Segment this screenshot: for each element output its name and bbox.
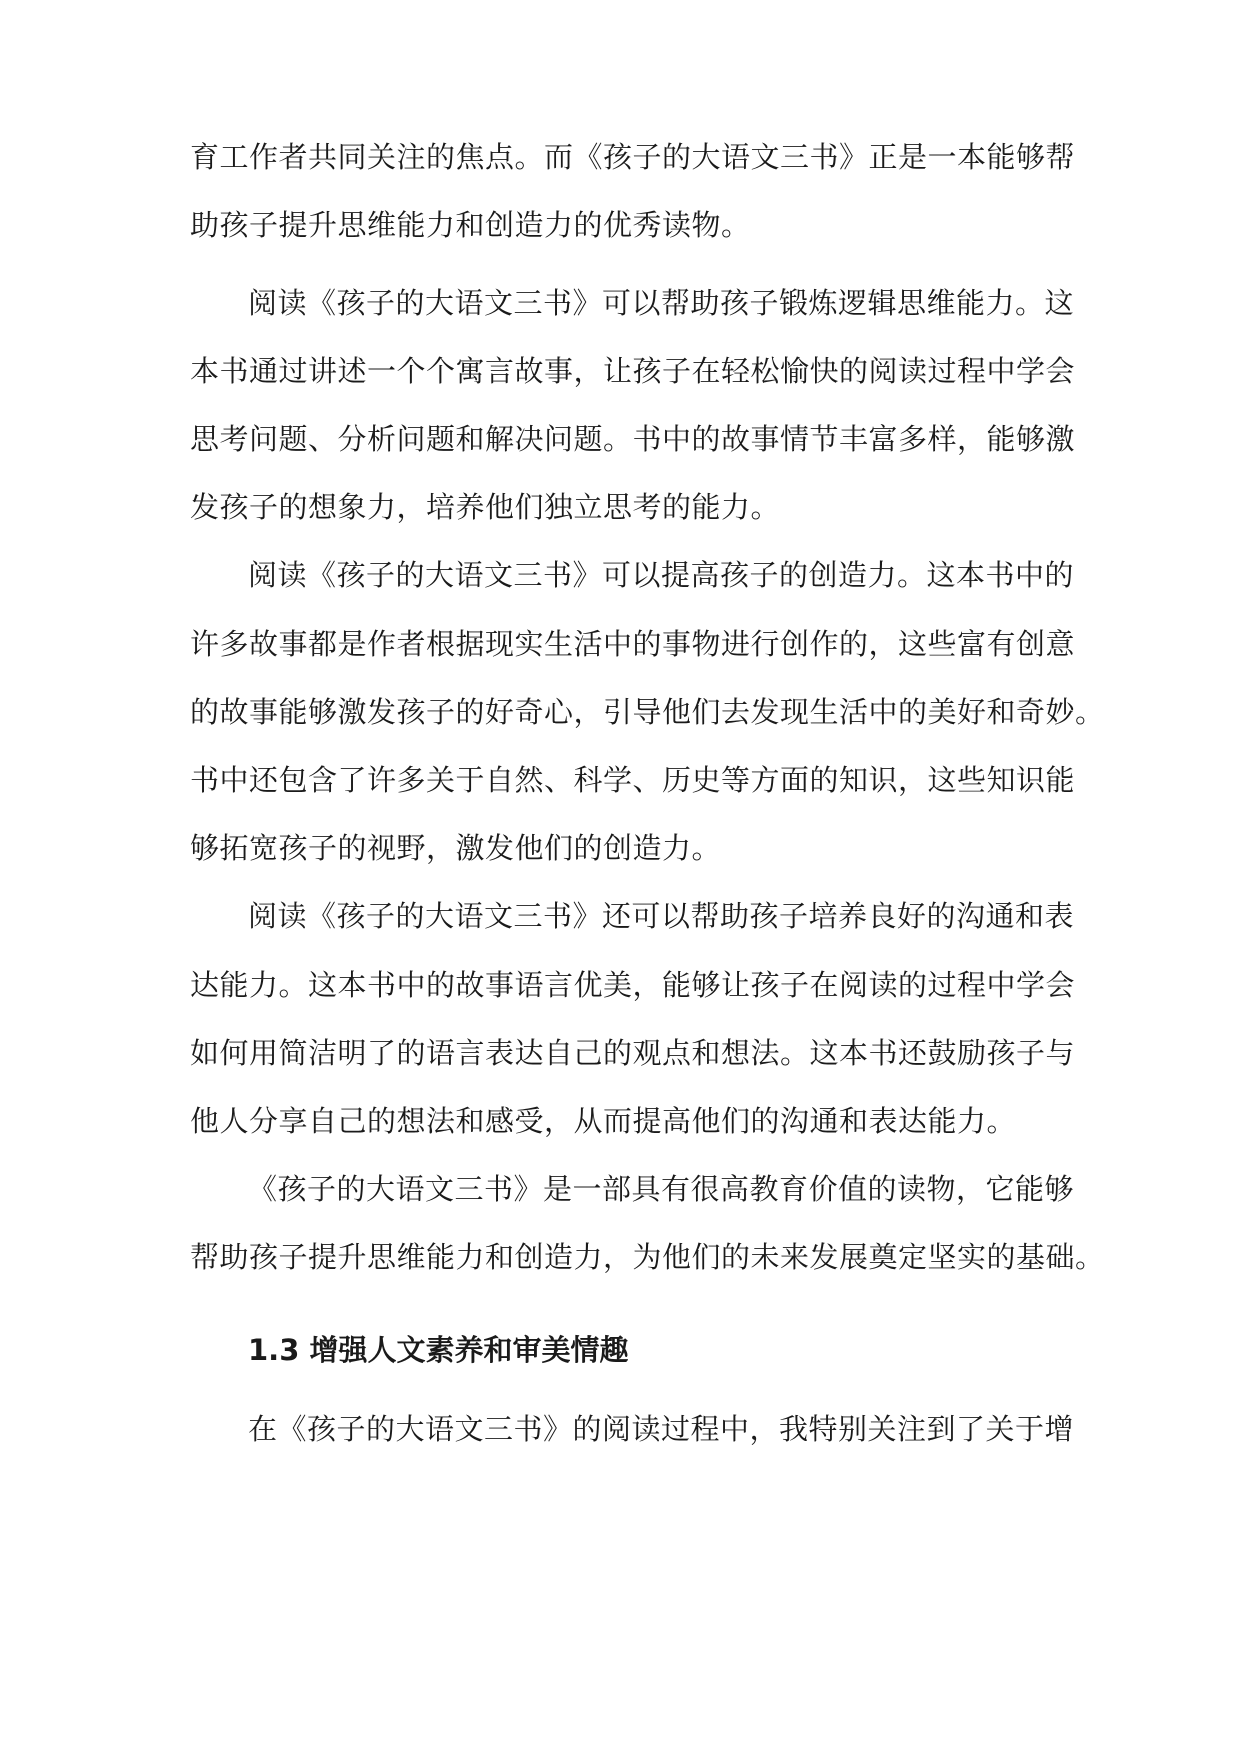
paragraph-line: 阅读《孩子的大语文三书》可以帮助孩子锻炼逻辑思维能力。这	[248, 286, 1075, 320]
paragraph-line: 的故事能够激发孩子的好奇心，引导他们去发现生活中的美好和奇妙。	[190, 695, 1105, 729]
paragraph-line: 发孩子的想象力，培养他们独立思考的能力。	[190, 490, 781, 524]
paragraph-line: 本书通过讲述一个个寓言故事，让孩子在轻松愉快的阅读过程中学会	[190, 354, 1076, 388]
paragraph-line: 他人分享自己的想法和感受，从而提高他们的沟通和表达能力。	[190, 1104, 1017, 1138]
paragraph-line: 帮助孩子提升思维能力和创造力，为他们的未来发展奠定坚实的基础。	[190, 1240, 1105, 1274]
paragraph-line: 育工作者共同关注的焦点。而《孩子的大语文三书》正是一本能够帮	[190, 140, 1076, 174]
paragraph-line: 思考问题、分析问题和解决问题。书中的故事情节丰富多样，能够激	[190, 422, 1076, 456]
paragraph-line: 《孩子的大语文三书》是一部具有很高教育价值的读物，它能够	[248, 1172, 1075, 1206]
paragraph-line: 阅读《孩子的大语文三书》可以提高孩子的创造力。这本书中的	[248, 558, 1075, 592]
section-heading: 1.3 增强人文素养和审美情趣	[248, 1333, 629, 1367]
paragraph-line: 够拓宽孩子的视野，激发他们的创造力。	[190, 831, 722, 865]
paragraph-line: 书中还包含了许多关于自然、科学、历史等方面的知识，这些知识能	[190, 763, 1076, 797]
paragraph-line: 在《孩子的大语文三书》的阅读过程中，我特别关注到了关于增	[248, 1412, 1075, 1446]
paragraph-line: 如何用简洁明了的语言表达自己的观点和想法。这本书还鼓励孩子与	[190, 1036, 1076, 1070]
paragraph-line: 达能力。这本书中的故事语言优美，能够让孩子在阅读的过程中学会	[190, 968, 1076, 1002]
paragraph-line: 助孩子提升思维能力和创造力的优秀读物。	[190, 208, 751, 242]
paragraph-line: 阅读《孩子的大语文三书》还可以帮助孩子培养良好的沟通和表	[248, 899, 1075, 933]
paragraph-line: 许多故事都是作者根据现实生活中的事物进行创作的，这些富有创意	[190, 627, 1076, 661]
